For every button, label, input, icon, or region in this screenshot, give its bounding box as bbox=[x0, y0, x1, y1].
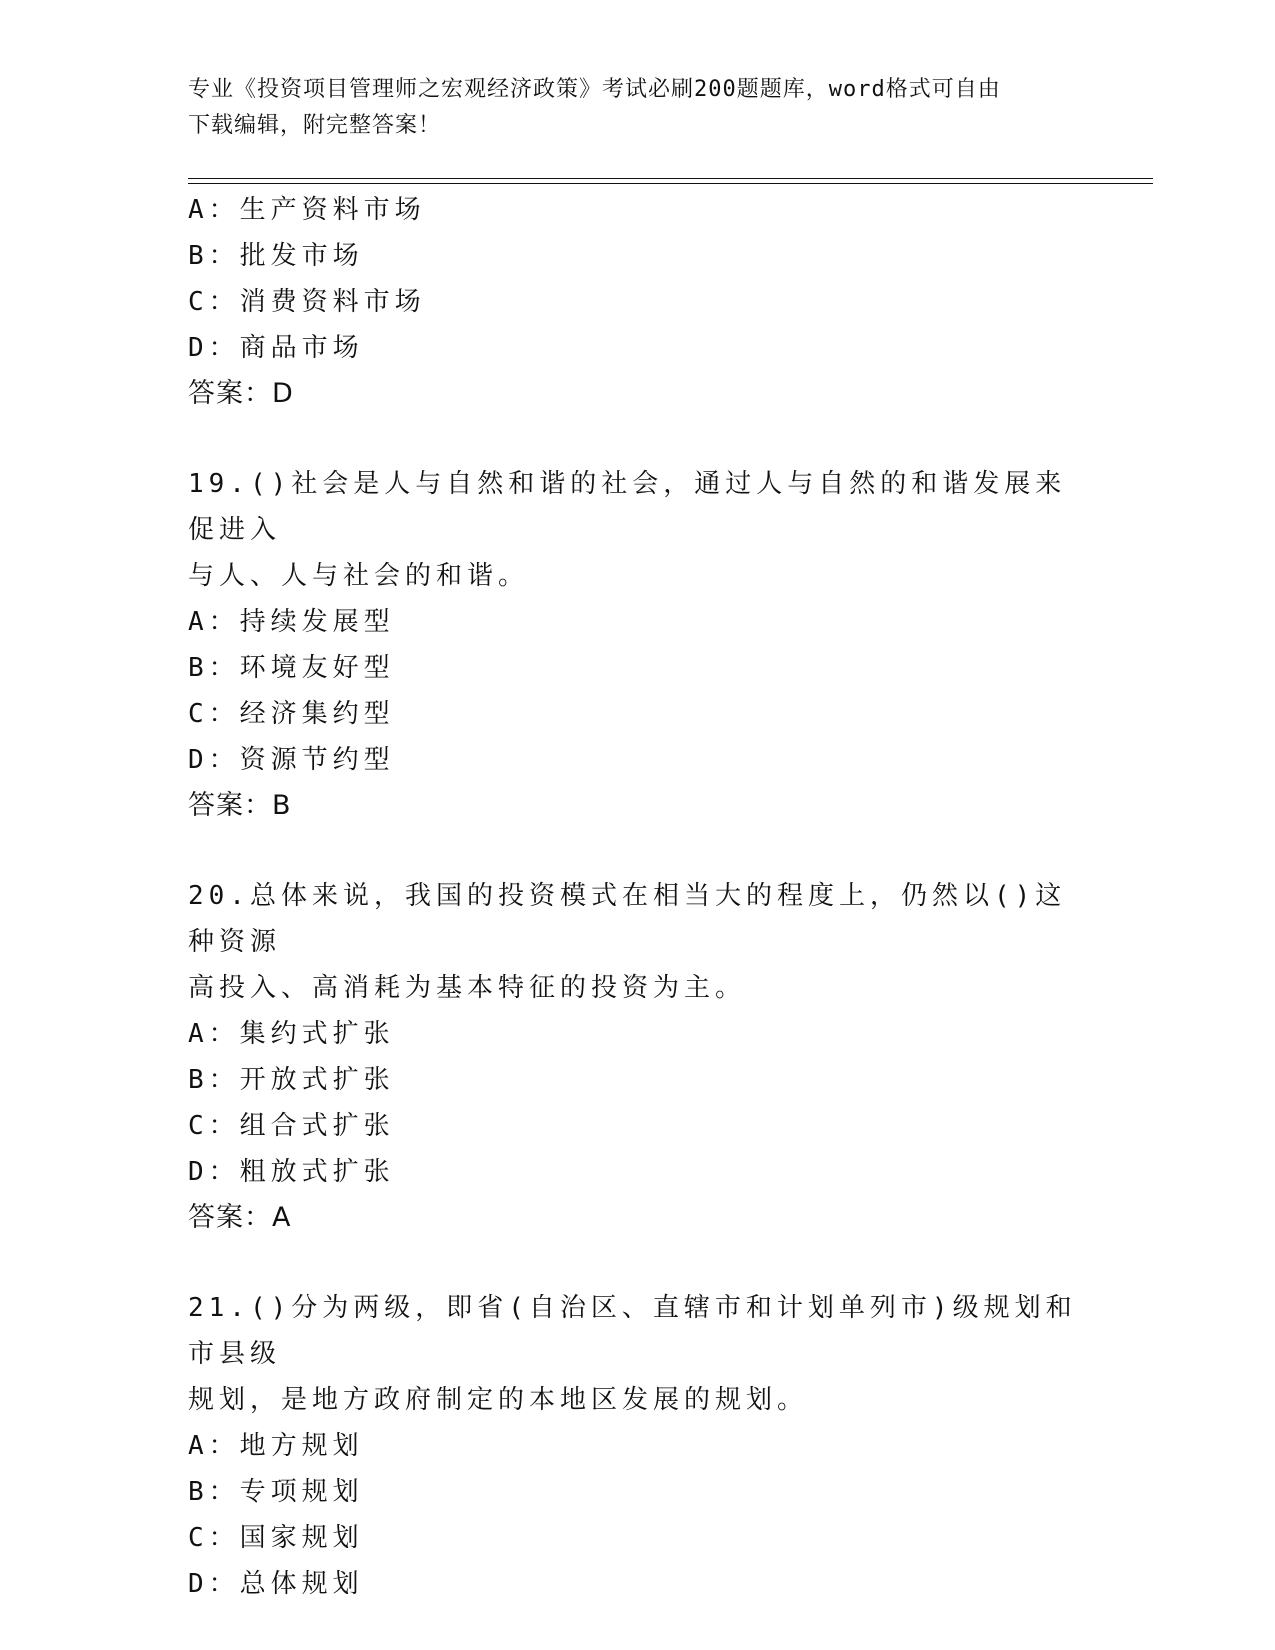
option-a: A：持续发展型 bbox=[188, 607, 395, 637]
spacer bbox=[188, 829, 1088, 873]
option-b: B：开放式扩张 bbox=[188, 1065, 395, 1095]
option-b: B：批发市场 bbox=[188, 241, 364, 271]
question-19 bbox=[188, 461, 1088, 829]
header-divider-top bbox=[188, 178, 1153, 179]
question-stem-line-1: 19.()社会是人与自然和谐的社会，通过人与自然的和谐发展来促进入 bbox=[188, 469, 1067, 545]
option-c: C：组合式扩张 bbox=[188, 1111, 395, 1141]
document-header bbox=[188, 72, 1088, 144]
spacer bbox=[188, 417, 1088, 461]
question-20 bbox=[188, 873, 1088, 1241]
option-d: D：商品市场 bbox=[188, 333, 364, 363]
option-d: D：粗放式扩张 bbox=[188, 1157, 395, 1187]
option-a: A：地方规划 bbox=[188, 1431, 364, 1461]
option-b: B：专项规划 bbox=[188, 1477, 364, 1507]
header-title-line-1: 专业《投资项目管理师之宏观经济政策》考试必刷200题题库，word格式可自由 bbox=[188, 77, 1001, 102]
question-stem-line-2: 高投入、高消耗为基本特征的投资为主。 bbox=[188, 973, 747, 1003]
option-c: C：经济集约型 bbox=[188, 699, 395, 729]
option-b: B：环境友好型 bbox=[188, 653, 395, 683]
option-a: A：生产资料市场 bbox=[188, 195, 426, 225]
question-18 bbox=[188, 187, 1088, 417]
question-stem-line-1: 21.()分为两级，即省(自治区、直辖市和计划单列市)级规划和市县级 bbox=[188, 1293, 1077, 1369]
option-c: C：消费资料市场 bbox=[188, 287, 426, 317]
option-d: D：资源节约型 bbox=[188, 745, 395, 775]
option-a: A：集约式扩张 bbox=[188, 1019, 395, 1049]
header-divider-bottom bbox=[188, 183, 1153, 184]
question-21 bbox=[188, 1285, 1088, 1607]
answer-label: 答案：A bbox=[188, 1202, 292, 1233]
answer-label: 答案：B bbox=[188, 790, 292, 821]
question-stem-line-1: 20.总体来说，我国的投资模式在相当大的程度上，仍然以()这种资源 bbox=[188, 881, 1067, 957]
question-stem-line-2: 与人、人与社会的和谐。 bbox=[188, 561, 530, 591]
answer-label: 答案：D bbox=[188, 378, 294, 409]
option-d: D：总体规划 bbox=[188, 1569, 364, 1599]
header-title-line-2: 下载编辑，附完整答案！ bbox=[188, 113, 442, 138]
question-list bbox=[188, 187, 1088, 1607]
spacer bbox=[188, 1241, 1088, 1285]
question-stem-line-2: 规划，是地方政府制定的本地区发展的规划。 bbox=[188, 1385, 809, 1415]
option-c: C：国家规划 bbox=[188, 1523, 364, 1553]
